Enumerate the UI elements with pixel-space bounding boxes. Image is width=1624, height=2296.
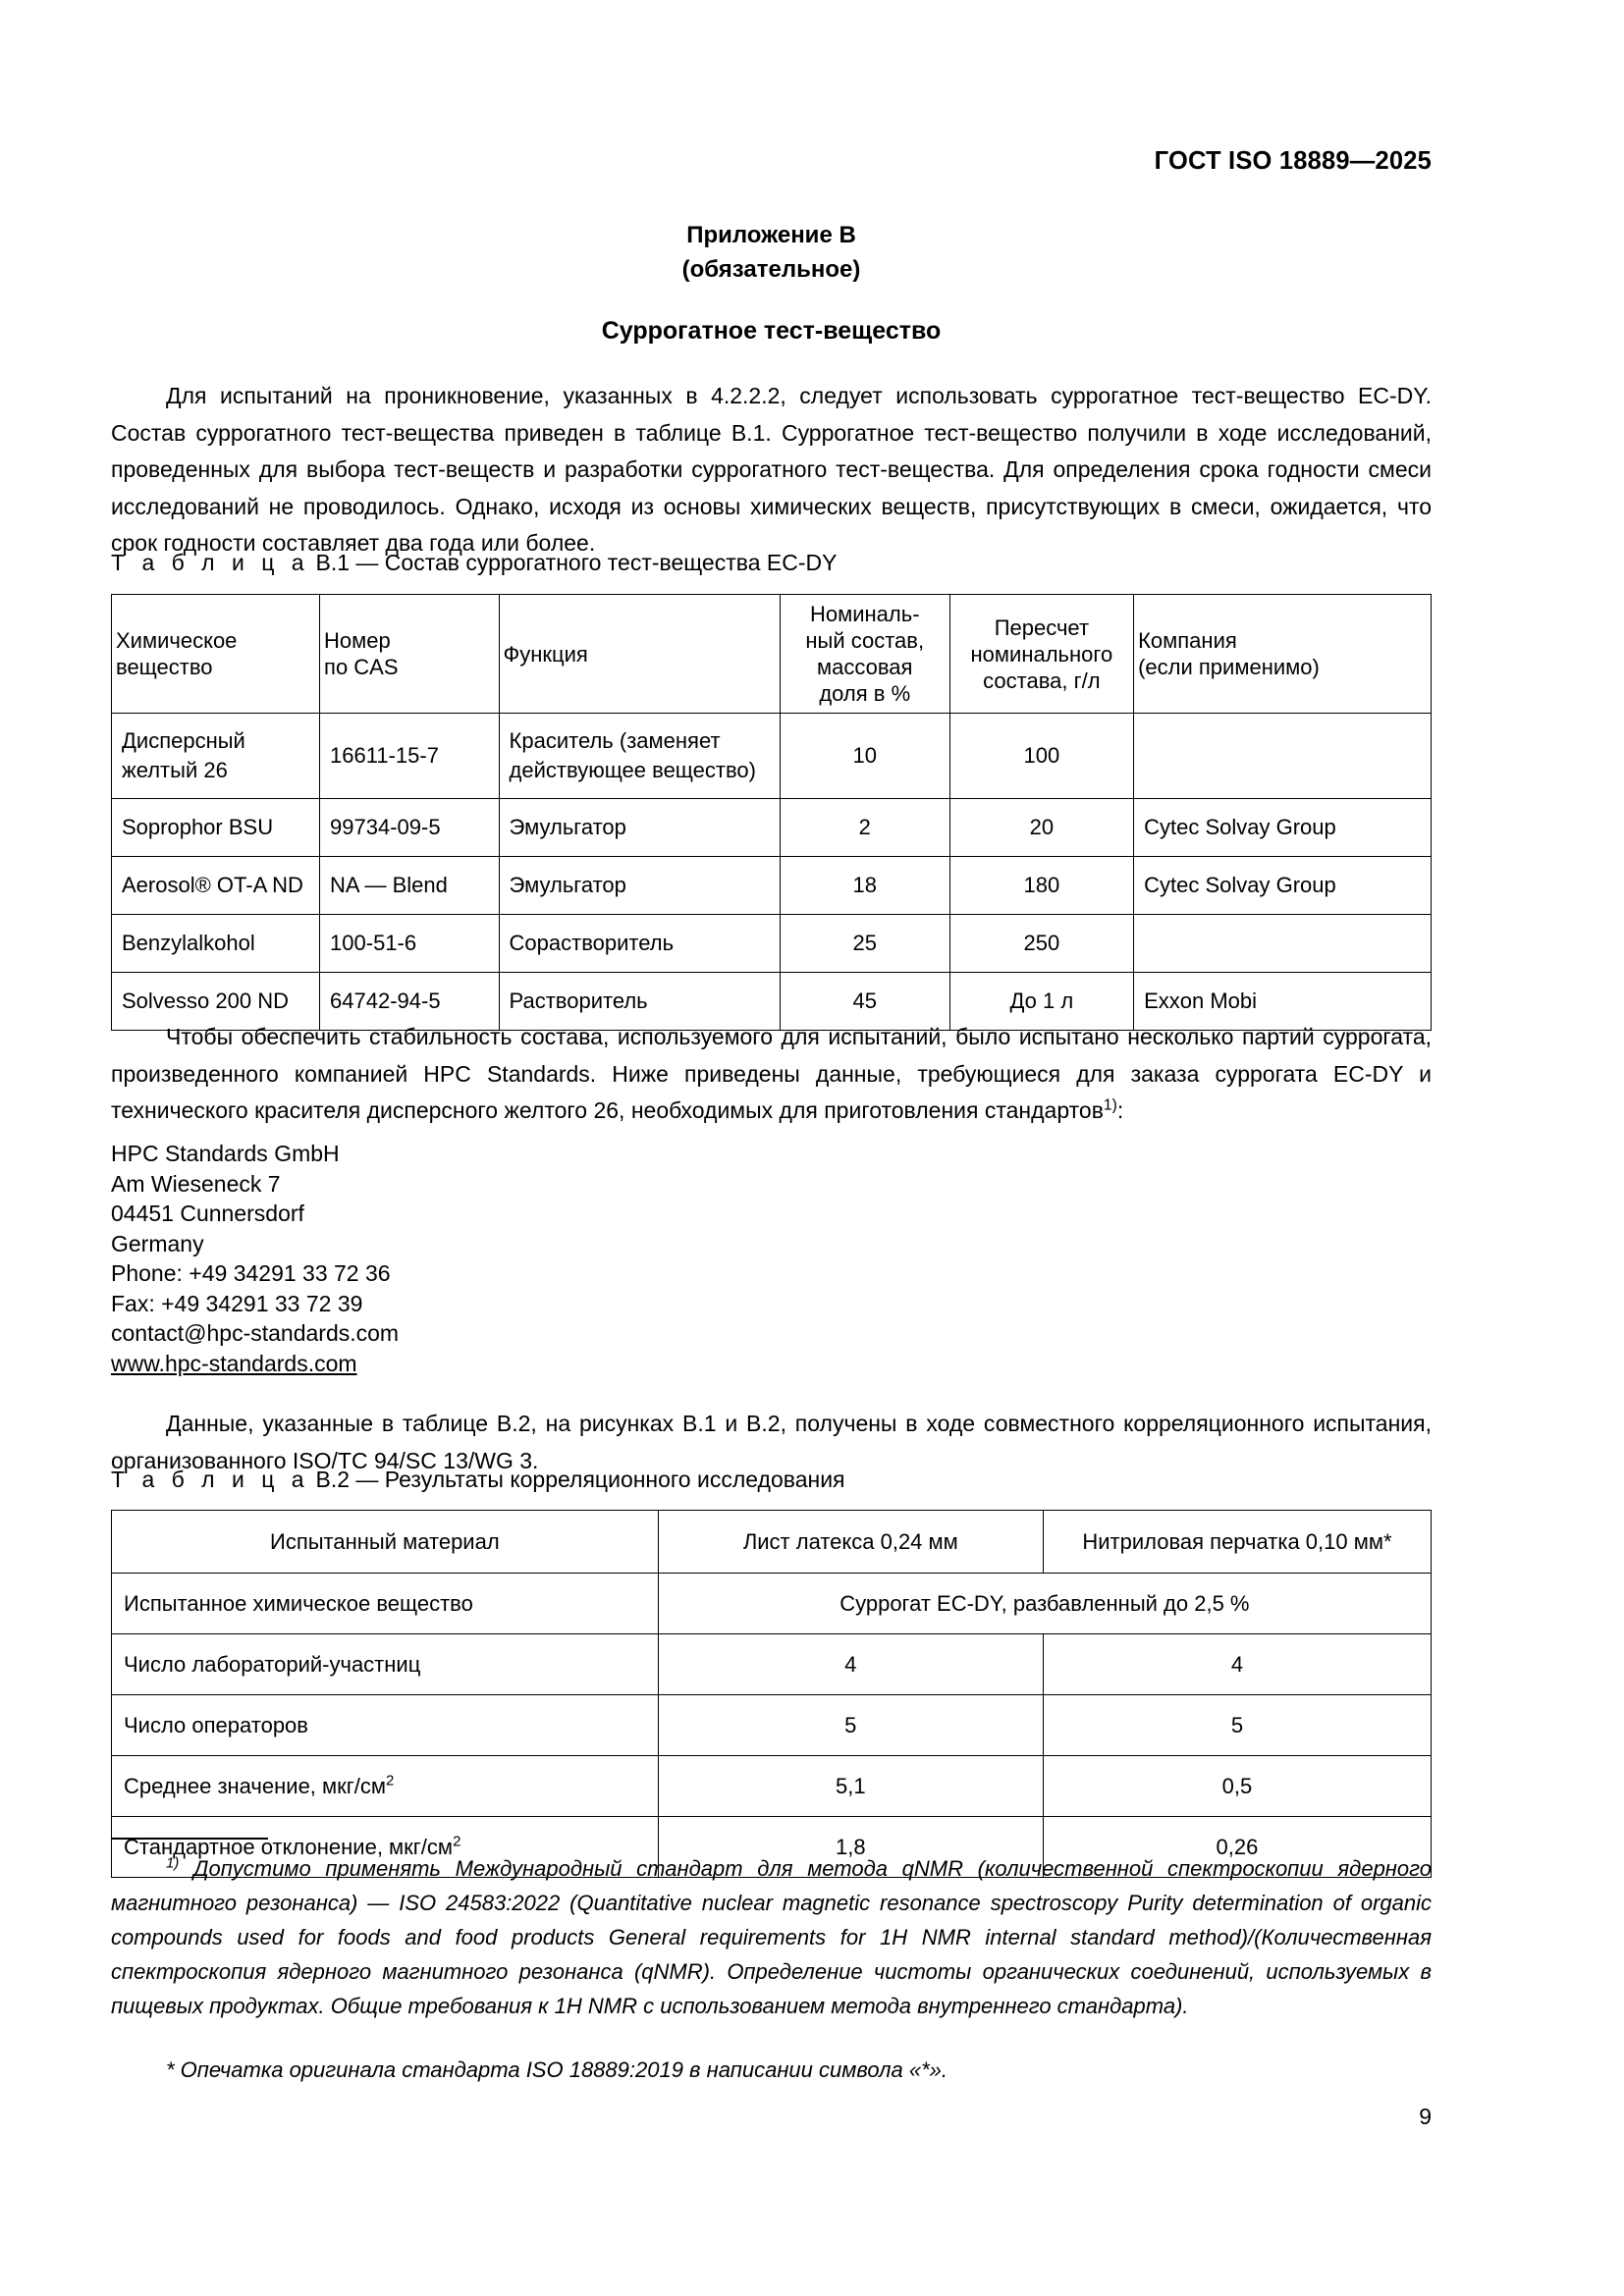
data-note-text: Данные, указанные в таблице В.2, на рисунках В.1 и В.2, получены в ходе совместного корреляционного испытания, организованного ISO/TC 94/SC 13/WG 3. — [111, 1411, 1432, 1473]
th-nominal-line4: доля в % — [819, 681, 911, 706]
table-row — [112, 1634, 1432, 1695]
cell-label-superscript: 2 — [386, 1772, 395, 1789]
table-b2-caption-prefix: Т а б л и ц а — [111, 1467, 310, 1492]
footnote-1-marker: 1) — [166, 1854, 180, 1872]
cell-nominal: 45 — [780, 973, 949, 1031]
cell-nominal: 25 — [780, 915, 949, 973]
table-b1-caption-number: В.1 — [315, 550, 351, 575]
table-b1-th-nominal — [780, 595, 949, 714]
table-b2 — [111, 1510, 1432, 1878]
table-row — [112, 857, 1432, 915]
footnote-separator — [111, 1838, 268, 1840]
intro-text: Для испытаний на проникновение, указанных в 4.2.2.2, следует использовать суррогатное тест-вещество ЕС-DY. Состав суррогатного тест-вещества приведен в таблице В.1. Суррогатное тест-вещество получили в ходе исследований, проведенных для выбора тест-веществ и разработки суррогатного тест-вещества. Для определения срока годности смеси исследований не проводилось. Однако, исходя из основы химических веществ, присутствующих в смеси, ожидается, что срок годности составляет два года или более. — [111, 383, 1432, 556]
cell-label — [112, 1756, 659, 1817]
footnote-ref-1: 1) — [1103, 1096, 1117, 1114]
table-row — [112, 1756, 1432, 1817]
cell-chemical-line2: желтый 26 — [122, 758, 228, 782]
address-line-country: Germany — [111, 1230, 204, 1256]
cell-cas: 16611-15-7 — [320, 714, 500, 799]
th-cas-line1: Номер — [324, 628, 391, 653]
section-title: Суррогатное тест-вещество — [601, 317, 942, 345]
intro-paragraph — [111, 378, 1432, 562]
cell-function: Сорастворитель — [499, 915, 780, 973]
batches-text-part1: Чтобы обеспечить стабильность состава, используемого для испытаний, было испытано несколько партий суррогата, произведенного компанией HPC Standards. Ниже приведены данные, требующиеся для заказа суррогата EC-DY и технического красителя дисперсного желтого 26, необходимых для приготовления стандартов — [111, 1024, 1432, 1123]
table-b2-th-latex: Лист латекса 0,24 мм — [658, 1511, 1043, 1574]
batches-paragraph — [111, 1019, 1432, 1130]
table-b2-th-nitrile: Нитриловая перчатка 0,10 мм* — [1043, 1511, 1431, 1574]
th-company-line1: Компания — [1138, 628, 1237, 653]
table-row — [112, 799, 1432, 857]
footnote-2: * Опечатка оригинала стандарта ISO 18889:2019 в написании символа «*». — [166, 2057, 947, 2082]
address-line-city: 04451 Cunnersdorf — [111, 1201, 304, 1226]
th-function-line1: Функция — [503, 641, 588, 667]
table-b2-caption — [111, 1467, 845, 1493]
th-nominal-line2: ный состав, — [805, 628, 925, 653]
annex-title-block — [111, 218, 1432, 287]
address-line-email: contact@hpc-standards.com — [111, 1320, 400, 1346]
cell-chemical: Benzylalkohol — [112, 915, 320, 973]
cell-nitrile: 0,5 — [1043, 1756, 1431, 1817]
cell-function-line1: Краситель (заменяет — [509, 728, 721, 753]
th-recalc-line3: состава, г/л — [983, 667, 1101, 693]
table-b1-th-function — [499, 595, 780, 714]
cell-label: Испытанное химическое вещество — [112, 1574, 659, 1634]
cell-recalc: До 1 л — [949, 973, 1133, 1031]
cell-function-line2: действующее вещество) — [509, 758, 756, 782]
annex-title: Приложение В — [686, 222, 856, 248]
table-row — [112, 714, 1432, 799]
cell-nitrile: 0,26 — [1043, 1817, 1431, 1878]
cell-label-base: Среднее значение, мкг/см — [124, 1773, 387, 1798]
cell-nominal: 18 — [780, 857, 949, 915]
table-b2-caption-text: — Результаты корреляционного исследования — [355, 1467, 845, 1492]
page-number: 9 — [1419, 2104, 1432, 2129]
address-line-street: Am Wieseneck 7 — [111, 1170, 281, 1197]
cell-recalc: 20 — [949, 799, 1133, 857]
address-line-phone: Phone: +49 34291 33 72 36 — [111, 1260, 391, 1286]
cell-latex: 5,1 — [658, 1756, 1043, 1817]
cell-chemical — [112, 714, 320, 799]
cell-company — [1134, 714, 1432, 799]
address-line-fax: Fax: +49 34291 33 72 39 — [111, 1290, 363, 1316]
footnote-1 — [111, 1851, 1432, 2023]
table-b2-th-material: Испытанный материал — [112, 1511, 659, 1574]
table-b2-body — [112, 1574, 1432, 1878]
cell-recalc: 250 — [949, 915, 1133, 973]
cell-cas: 64742-94-5 — [320, 973, 500, 1031]
cell-label: Число операторов — [112, 1695, 659, 1756]
table-b1-th-recalc — [949, 595, 1133, 714]
table-row — [112, 1695, 1432, 1756]
table-b1-caption-text: — Состав суррогатного тест-вещества EC-DY — [355, 550, 838, 575]
annex-subtitle: (обязательное) — [681, 256, 861, 283]
cell-span-value: Суррогат EC-DY, разбавленный до 2,5 % — [658, 1574, 1431, 1634]
cell-nitrile: 4 — [1043, 1634, 1431, 1695]
cell-function: Растворитель — [499, 973, 780, 1031]
cell-company: Cytec Solvay Group — [1134, 857, 1432, 915]
cell-label-superscript: 2 — [453, 1833, 461, 1850]
cell-cas: NA — Blend — [320, 857, 500, 915]
table-b1-caption-prefix: Т а б л и ц а — [111, 550, 310, 575]
table-b1-th-company — [1134, 595, 1432, 714]
th-chemical-line2: вещество — [116, 655, 213, 679]
table-b2-header-row — [112, 1511, 1432, 1574]
th-nominal-line1: Номиналь- — [809, 602, 920, 626]
footnotes-block — [111, 1851, 1432, 2087]
cell-company — [1134, 915, 1432, 973]
table-b2-head — [112, 1511, 1432, 1574]
table-b1-body — [112, 714, 1432, 1031]
table-b1-th-chemical — [112, 595, 320, 714]
cell-company: Exxon Mobi — [1134, 973, 1432, 1031]
footnote-1-text: Допустимо применять Международный стандарт для метода qNMR (количественной спектроскопии ядерного магнитного резонанса) — ISO 24583:2022 (Quantitative nuclear magnetic resonance spectroscopy Purity determination of organic compounds used for foods and food products General requirements for 1H NMR internal standard method)/(Количественная спектроскопия ядерного магнитного резонанса (qNMR). Определение чистоты органических соединений, используемых в пищевых продуктах. Общие требования к 1H NMR с использованием метода внутреннего стандарта). — [111, 1856, 1432, 2018]
table-b1 — [111, 594, 1432, 1031]
table-b1-th-cas — [320, 595, 500, 714]
table-b1-head — [112, 595, 1432, 714]
cell-latex: 1,8 — [658, 1817, 1043, 1878]
batches-text — [111, 1019, 1432, 1130]
table-row — [112, 915, 1432, 973]
cell-function — [499, 714, 780, 799]
cell-nominal: 10 — [780, 714, 949, 799]
cell-label: Число лабораторий-участниц — [112, 1634, 659, 1695]
cell-recalc: 180 — [949, 857, 1133, 915]
cell-cas: 100-51-6 — [320, 915, 500, 973]
cell-nitrile: 5 — [1043, 1695, 1431, 1756]
cell-latex: 5 — [658, 1695, 1043, 1756]
document-header: ГОСТ ISO 18889—2025 — [1154, 147, 1432, 175]
cell-company: Cytec Solvay Group — [1134, 799, 1432, 857]
cell-chemical: Solvesso 200 ND — [112, 973, 320, 1031]
address-line-company: HPC Standards GmbH — [111, 1141, 340, 1166]
th-company-line2: (если применимо) — [1138, 655, 1320, 679]
th-recalc-line1: Пересчет — [994, 614, 1090, 640]
table-b1-caption — [111, 550, 837, 576]
cell-chemical: Soprophor BSU — [112, 799, 320, 857]
cell-function: Эмульгатор — [499, 799, 780, 857]
th-recalc-line2: номинального — [970, 641, 1113, 667]
table-b1-header-row — [112, 595, 1432, 714]
cell-function: Эмульгатор — [499, 857, 780, 915]
address-website-link[interactable]: www.hpc-standards.com — [111, 1350, 357, 1376]
th-nominal-line3: массовая — [817, 655, 913, 679]
cell-chemical: Aerosol® OT-A ND — [112, 857, 320, 915]
table-row — [112, 1574, 1432, 1634]
th-chemical-line1: Химическое — [116, 628, 238, 653]
cell-label-base: Стандартное отклонение, мкг/см — [124, 1834, 454, 1859]
company-address — [111, 1139, 399, 1378]
cell-latex: 4 — [658, 1634, 1043, 1695]
table-b2-caption-number: В.2 — [315, 1467, 351, 1492]
cell-recalc: 100 — [949, 714, 1133, 799]
batches-text-part2: : — [1116, 1097, 1124, 1123]
cell-nominal: 2 — [780, 799, 949, 857]
th-cas-line2: по CAS — [324, 655, 399, 679]
cell-cas: 99734-09-5 — [320, 799, 500, 857]
cell-chemical-line1: Дисперсный — [122, 728, 245, 753]
